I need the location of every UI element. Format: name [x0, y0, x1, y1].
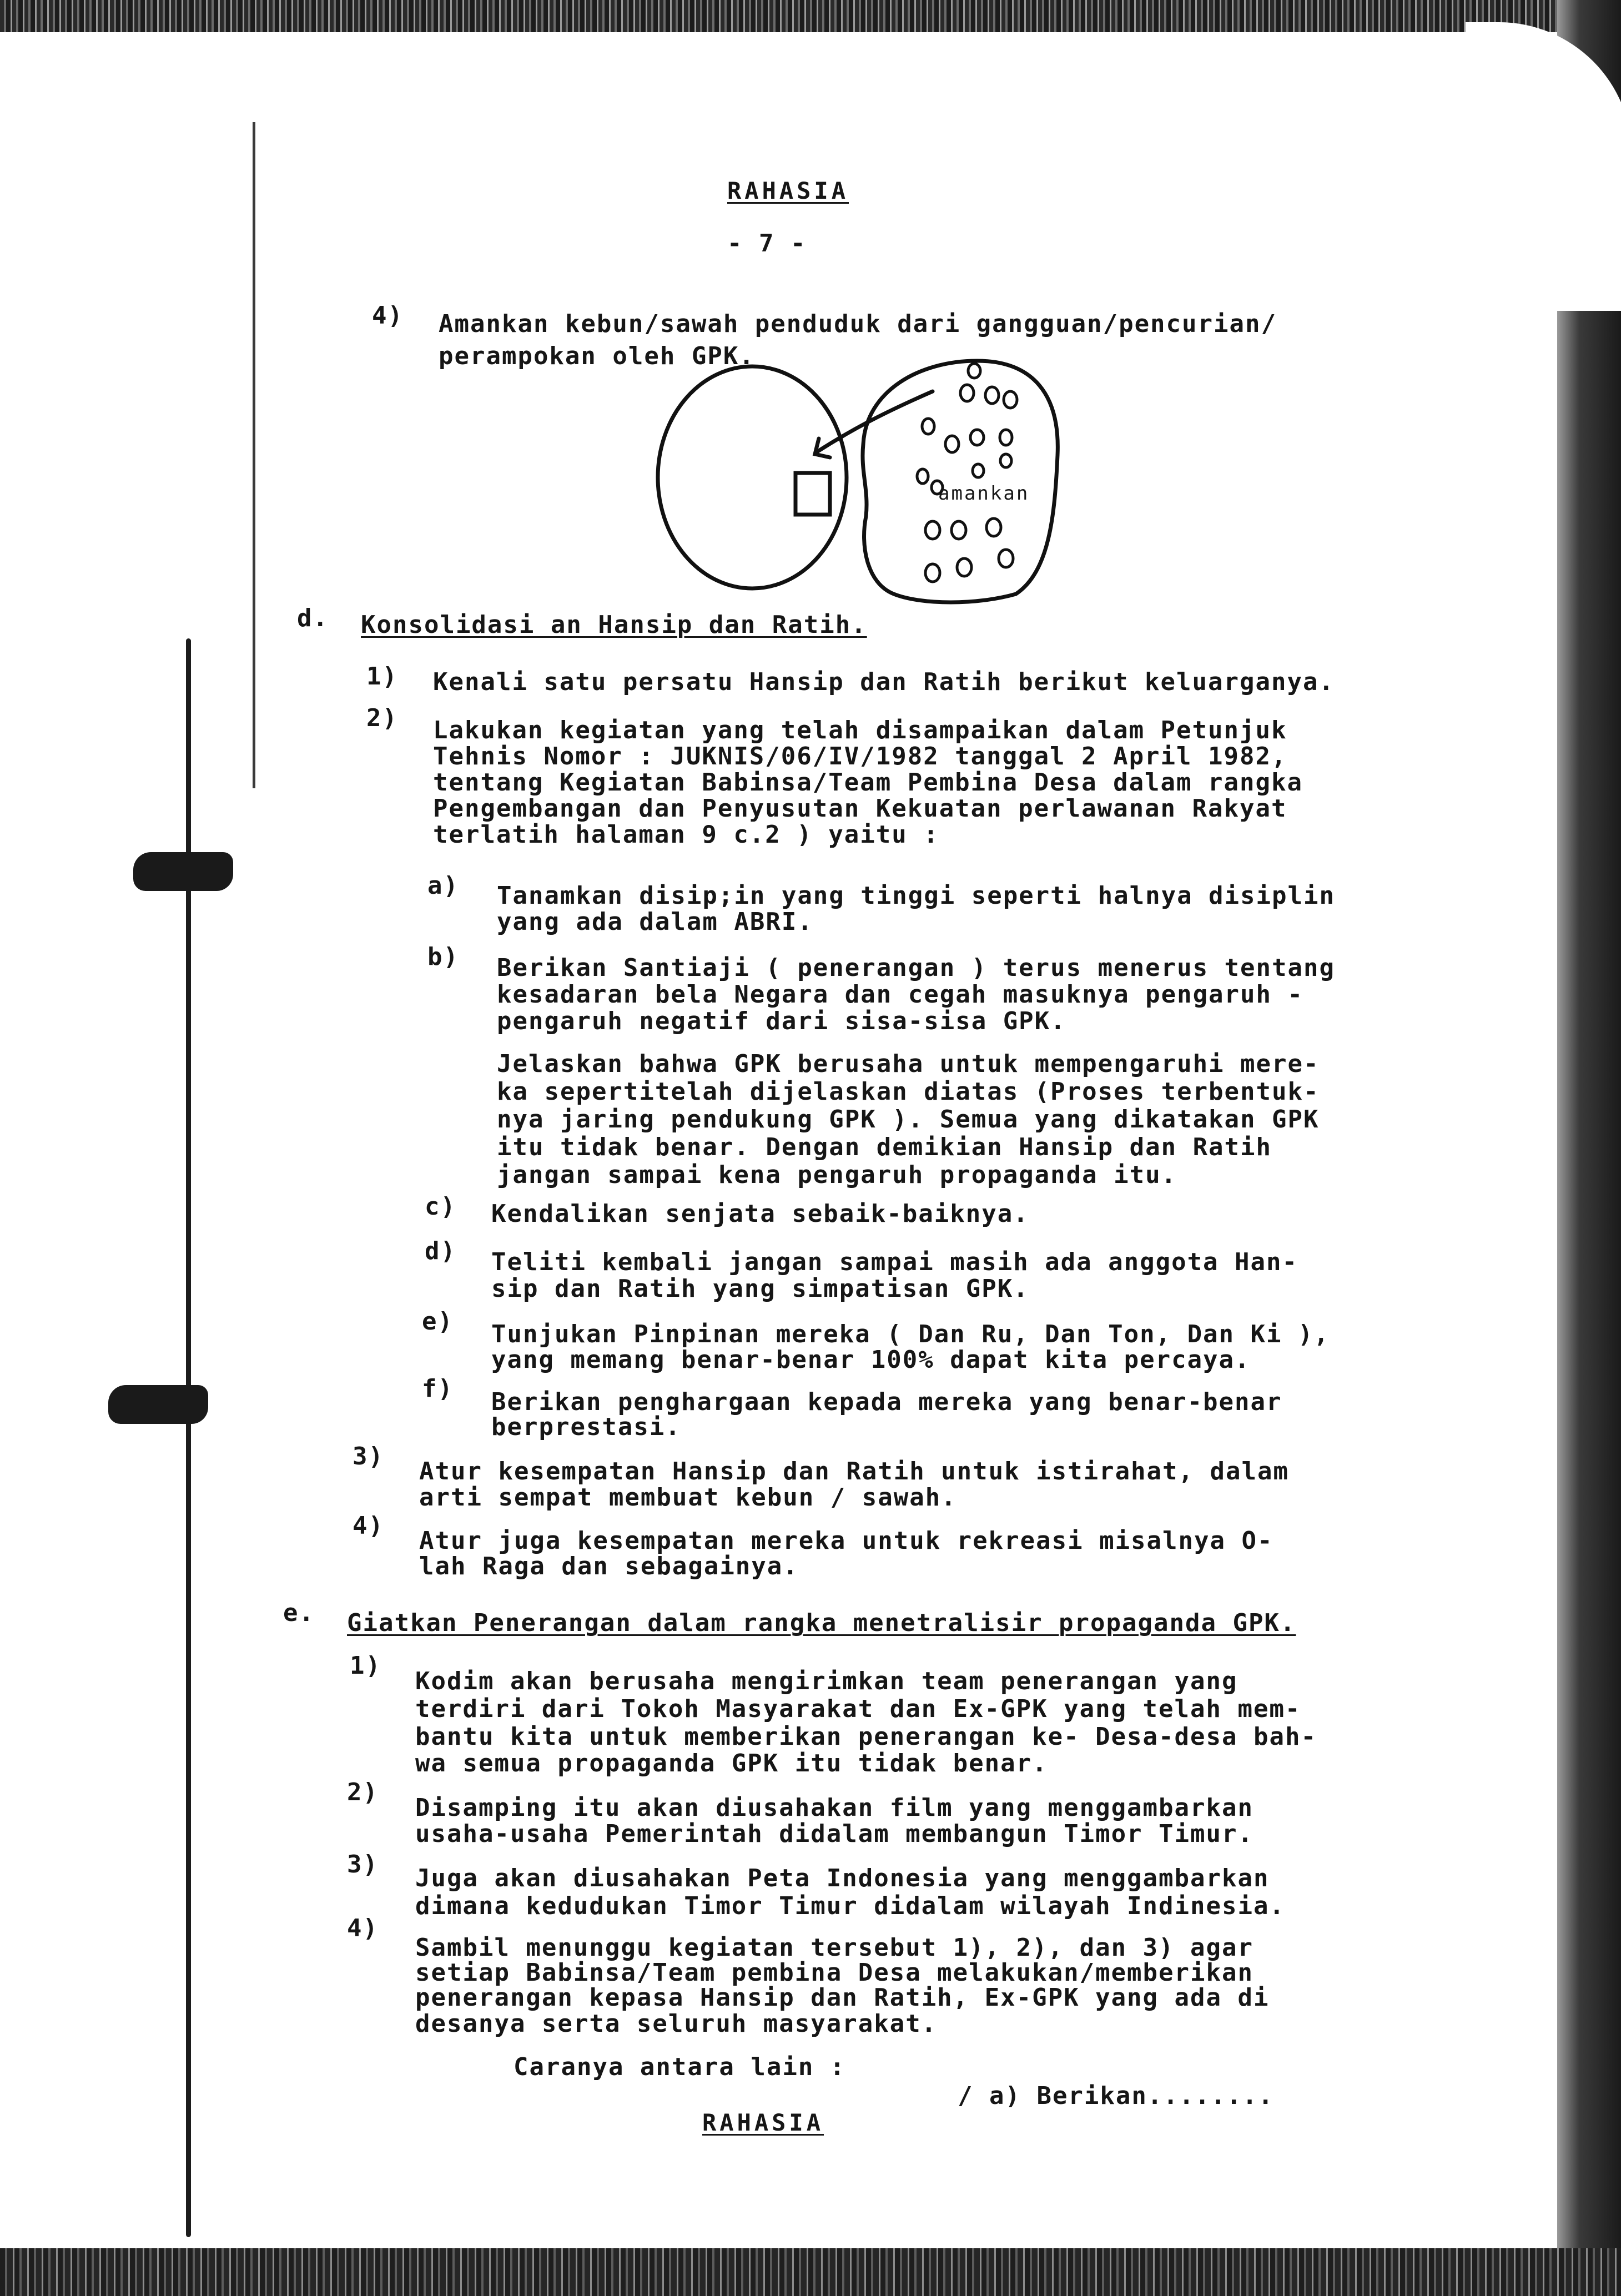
section-heading: Giatkan Penerangan dalam rangka menetralisir propaganda GPK. [347, 1609, 1296, 1637]
classification-header: RAHASIA [727, 177, 849, 204]
classification-footer: RAHASIA [702, 2109, 824, 2136]
sub-item-letter: f) [422, 1374, 454, 1403]
sub-item-text-line: Berikan penghargaan kepada mereka yang benar-benar [491, 1388, 1282, 1416]
item-number: 4) [372, 301, 404, 330]
sub-item-text-line: kesadaran bela Negara dan cegah masuknya pengaruh - [497, 980, 1304, 1009]
sub-item-paragraph-line: jangan sampai kena pengaruh propaganda itu. [497, 1161, 1177, 1189]
sub-item-paragraph-line: ka sepertitelah dijelaskan diatas (Proses terbentuk- [497, 1077, 1320, 1106]
item-text-line: desanya serta seluruh masyarakat. [415, 2010, 938, 2038]
sub-item-paragraph-line: itu tidak benar. Dengan demikian Hansip dan Ratih [497, 1133, 1272, 1161]
sub-item-paragraph-line: Jelaskan bahwa GPK berusaha untuk mempengaruhi mere- [497, 1050, 1320, 1078]
item-number: 2) [347, 1778, 379, 1806]
item-number: 1) [350, 1651, 381, 1680]
sub-item-text-line: Berikan Santiaji ( penerangan ) terus menerus tentang [497, 954, 1335, 982]
section-letter: e. [283, 1599, 315, 1627]
item-text-line: terlatih halaman 9 c.2 ) yaitu : [433, 820, 939, 849]
sub-item-text-line: yang memang benar-benar 100% dapat kita percaya. [491, 1346, 1251, 1374]
item-number: 1) [366, 662, 398, 691]
sub-item-letter: a) [427, 872, 459, 900]
item-text-line: lah Raga dan sebagainya. [419, 1552, 799, 1580]
item-text-line: wa semua propaganda GPK itu tidak benar. [415, 1749, 1048, 1778]
item-text-line: perampokan oleh GPK. [439, 342, 755, 370]
item-number: 2) [366, 704, 398, 732]
item-number: 3) [347, 1850, 379, 1879]
binder-clip-upper [133, 852, 233, 891]
continuation-line: / a) Berikan........ [958, 2082, 1274, 2110]
item-text-line: usaha-usaha Pemerintah didalam membangun Timor Timur. [415, 1820, 1253, 1848]
village-square [796, 473, 830, 515]
binder-clip-lower [108, 1385, 208, 1424]
item-text-line: Juga akan diusahakan Peta Indonesia yang menggambarkan [415, 1864, 1270, 1892]
scan-border-bottom [0, 2248, 1621, 2296]
sub-item-paragraph-line: nya jaring pendukung GPK ). Semua yang dikatakan GPK [497, 1105, 1320, 1134]
sub-item-text-line: Tanamkan disip;in yang tinggi seperti halnya disiplin [497, 882, 1335, 910]
item-text-line: bantu kita untuk memberikan penerangan ke- Desa-desa bah- [415, 1723, 1317, 1751]
crop-marks [917, 364, 1017, 582]
item-text-line: Kodim akan berusaha mengirimkan team penerangan yang [415, 1667, 1238, 1695]
sub-item-text-line: Teliti kembali jangan sampai masih ada anggota Han- [491, 1248, 1298, 1276]
sub-item-letter: e) [422, 1307, 454, 1336]
item-number: 3) [353, 1442, 384, 1471]
item-text-line: tentang Kegiatan Babinsa/Team Pembina Desa dalam rangka [433, 768, 1303, 797]
sub-item-text-line: sip dan Ratih yang simpatisan GPK. [491, 1275, 1029, 1303]
item-text-line: Lakukan kegiatan yang telah disampaikan dalam Petunjuk [433, 716, 1287, 744]
item-text-line: terdiri dari Tokoh Masyarakat dan Ex-GPK yang telah mem- [415, 1695, 1301, 1723]
sub-item-text-line: berprestasi. [491, 1413, 681, 1441]
closing-line: Caranya antara lain : [514, 2053, 846, 2081]
sub-item-letter: b) [427, 943, 459, 971]
item-text-line: dimana kedudukan Timor Timur didalam wilayah Indinesia. [415, 1892, 1285, 1920]
village-circle [658, 366, 847, 588]
diagram-label: amankan [938, 482, 1030, 505]
sub-item-text-line: yang ada dalam ABRI. [497, 908, 813, 936]
sub-item-letter: c) [425, 1192, 456, 1221]
page-number: - 7 - [727, 229, 807, 258]
section-letter: d. [297, 604, 329, 632]
item-number: 4) [347, 1914, 379, 1942]
item-text-line: Disamping itu akan diusahakan film yang menggambarkan [415, 1794, 1253, 1822]
sub-item-letter: d) [425, 1237, 456, 1265]
item-text-line: Pengembangan dan Penyusutan Kekuatan perlawanan Rakyat [433, 794, 1287, 823]
sub-item-text-line: pengaruh negatif dari sisa-sisa GPK. [497, 1007, 1066, 1035]
sub-item-text-line: Tunjukan Pinpinan mereka ( Dan Ru, Dan Ton, Dan Ki ), [491, 1320, 1330, 1348]
security-diagram [0, 0, 1621, 622]
item-text-line: arti sempat membuat kebun / sawah. [419, 1483, 957, 1512]
section-heading: Konsolidasi an Hansip dan Ratih. [361, 611, 867, 639]
item-text-line: Atur kesempatan Hansip dan Ratih untuk istirahat, dalam [419, 1457, 1289, 1486]
sub-item-text-line: Kendalikan senjata sebaik-baiknya. [491, 1200, 1029, 1228]
item-text-line: Amankan kebun/sawah penduduk dari gangguan/pencurian/ [439, 310, 1277, 338]
item-text-line: Kenali satu persatu Hansip dan Ratih berikut keluarganya. [433, 668, 1335, 696]
item-text-line: Tehnis Nomor : JUKNIS/06/IV/1982 tanggal 2 April 1982, [433, 742, 1287, 771]
item-text-line: Sambil menunggu kegiatan tersebut 1), 2), dan 3) agar [415, 1934, 1253, 1962]
item-text-line: penerangan kepasa Hansip dan Ratih, Ex-GPK yang ada di [415, 1983, 1270, 2012]
item-text-line: Atur juga kesempatan mereka untuk rekreasi misalnya O- [419, 1527, 1273, 1555]
item-text-line: setiap Babinsa/Team pembina Desa melakukan/memberikan [415, 1958, 1253, 1987]
item-number: 4) [353, 1512, 384, 1540]
